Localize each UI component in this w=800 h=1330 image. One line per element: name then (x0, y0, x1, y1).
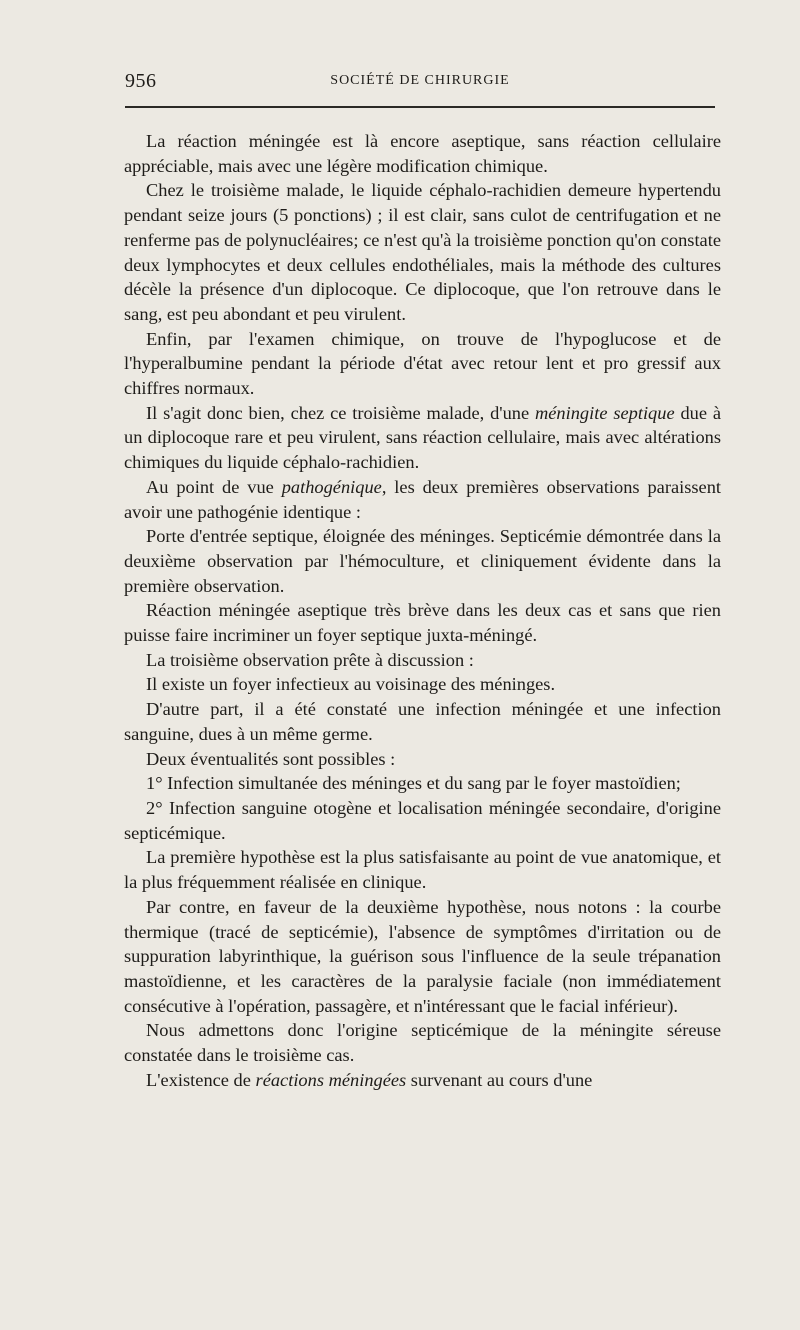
paragraph: Chez le troisième malade, le liquide céphalo-rachidien demeure hypertendu pendant seize jours (5 ponctions) ; il est clair, sans culot de centrifugation et ne renferme pas de polynucléaires; ce n'est qu'à la troisième ponction qu'on constate deux lymphocytes et deux cellules endothéliales, mais la méthode des cultures décèle la présence d'un diplocoque. Ce diplocoque, que l'on retrouve dans le sang, est peu abondant et peu virulent. (124, 180, 721, 324)
paragraph: Enfin, par l'examen chimique, on trouve de l'hypoglucose et de l'hyperalbumine pendant la période d'état avec retour lent et pro gressif aux chiffres normaux. (124, 328, 721, 399)
paragraph (124, 401, 721, 475)
paragraph-text: Il s'agit donc bien, chez ce troisième malade, d'une (146, 402, 535, 423)
paragraph: La troisième observation prête à discussion : (146, 649, 474, 670)
paragraph: Porte d'entrée septique, éloignée des méninges. Septicémie démontrée dans la deuxième observation par l'hémoculture, et cliniquement évidente dans la première observation. (124, 526, 721, 596)
paragraph-text: L'existence de (146, 1069, 256, 1090)
paragraph (124, 1068, 721, 1093)
paragraph-text: survenant au cours d'une (406, 1069, 593, 1090)
emphasis-text: méningite septique (534, 402, 675, 423)
body-text (124, 129, 721, 1092)
paragraph: La réaction méningée est là encore aseptique, sans réaction cellulaire appréciable, mais avec une légère modification chimique. (124, 131, 721, 176)
paragraph: Par contre, en faveur de la deuxième hypothèse, nous notons : la courbe thermique (tracé de septicémie), l'absence de symptômes d'irritation ou de suppuration labyrinthique, la guérison sous l'influence de la seule trépanation mastoïdienne, et les caractères de la paralysie faciale (non immédiatement consécutive à l'opération, passagère, et n'intéressant que le facial inférieur). (124, 896, 721, 1016)
emphasis-text: réactions méningées (255, 1069, 407, 1090)
paragraph: D'autre part, il a été constaté une infection méningée et une infection sanguine, dues à un même germe. (124, 699, 721, 744)
paragraph (124, 475, 721, 524)
paragraph-text: , les deux premières observations paraissent avoir une pathogénie identique : (124, 476, 721, 522)
page-header (125, 70, 715, 98)
paragraph: Réaction méningée aseptique très brève dans les deux cas et sans que rien puisse faire incriminer un foyer septique juxta-méningé. (124, 600, 721, 646)
page-number: 956 (125, 70, 157, 92)
paragraph: Deux éventualités sont possibles : (146, 748, 396, 769)
running-head: SOCIÉTÉ DE CHIRURGIE (330, 73, 510, 88)
header-rule (125, 106, 715, 108)
paragraph-text: Au point de vue (146, 476, 282, 497)
emphasis-text: pathogénique (281, 476, 382, 497)
paragraph: Nous admettons donc l'origine septicémique de la méningite séreuse constatée dans le troisième cas. (124, 1020, 721, 1066)
paragraph: La première hypothèse est la plus satisfaisante au point de vue anatomique, et la plus fréquemment réalisée en clinique. (124, 847, 721, 893)
paragraph: Il existe un foyer infectieux au voisinage des méninges. (146, 674, 556, 695)
paragraph: 2° Infection sanguine otogène et localisation méningée secondaire, d'origine septicémique. (124, 797, 721, 843)
paragraph-text: due à un diplocoque rare et peu virulent, sans réaction cellulaire, mais avec altérations chimiques du liquide céphalo-rachidien. (124, 402, 721, 473)
paragraph: 1° Infection simultanée des méninges et du sang par le foyer mastoïdien; (146, 773, 681, 794)
